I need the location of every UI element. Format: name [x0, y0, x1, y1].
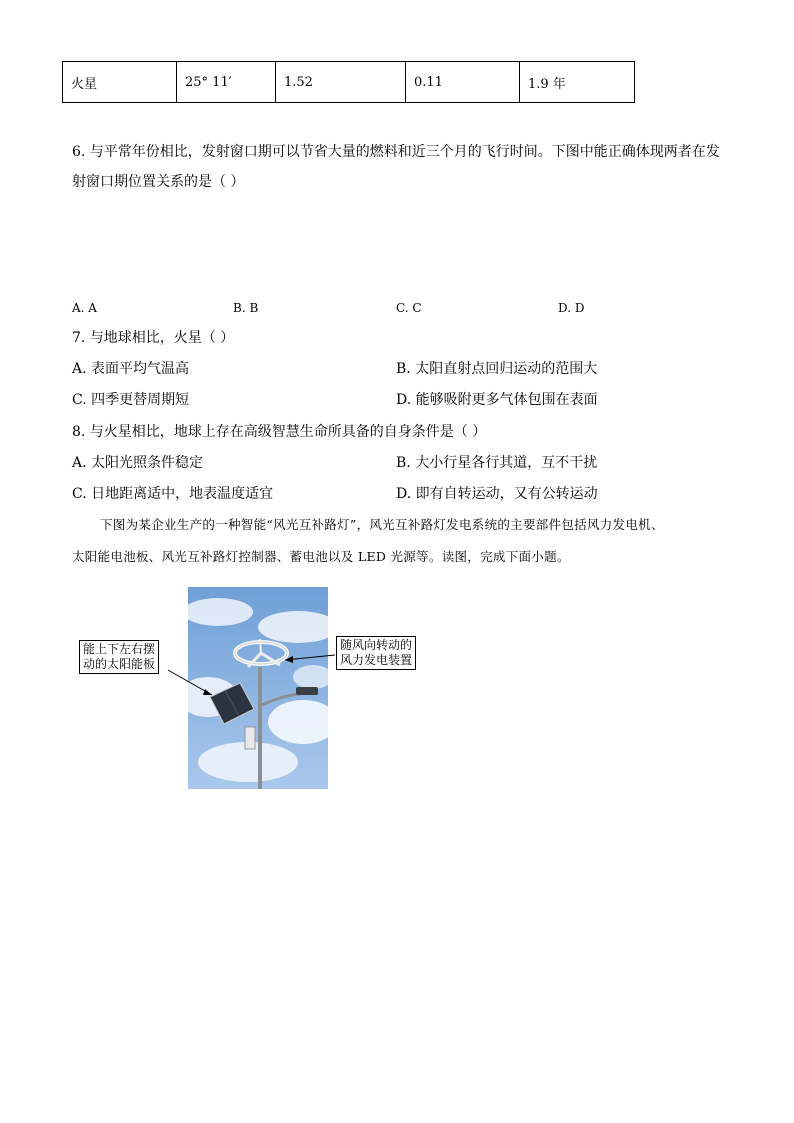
q8-stem: 8. 与火星相比，地球上存在高级智慧生命所具备的自身条件是（ ） [72, 424, 487, 440]
q8-option-c: C. 日地距离适中，地表温度适宜 [72, 486, 274, 502]
table-cell-tilt: 25° 11′ [177, 62, 276, 103]
passage-line1: 下图为某企业生产的一种智能“风光互补路灯”，风光互补路灯发电系统的主要部件包括风力发电机、 [100, 517, 664, 532]
callout-wind-line2: 风力发电装置 [340, 653, 413, 667]
q6-stem-line1: 6. 与平常年份相比，发射窗口期可以节省大量的燃料和近三个月的飞行时间。下图中能正确体现两者在发 [72, 144, 720, 160]
street-light-photo [188, 587, 328, 789]
callout-wind-turbine [336, 636, 416, 670]
q6-option-c: C. C [396, 301, 422, 315]
planet-data-table [62, 61, 635, 103]
callout-solar-panel [79, 640, 159, 674]
table-row [63, 62, 635, 103]
callout-solar-line2: 动的太阳能板 [83, 657, 156, 671]
q8-option-d: D. 即有自转运动，又有公转运动 [396, 486, 598, 502]
callout-wind-line1: 随风向转动的 [340, 638, 413, 652]
q8-option-a: A. 太阳光照条件稳定 [72, 455, 204, 471]
q6-stem-line2: 射窗口期位置关系的是（ ） [72, 174, 245, 190]
table-cell-mass: 0.11 [406, 62, 520, 103]
q7-option-b: B. 太阳直射点回归运动的范围大 [396, 361, 598, 377]
passage-line2: 太阳能电池板、风光互补路灯控制器、蓄电池以及 LED 光源等。读图，完成下面小题。 [72, 549, 570, 564]
q8-option-b: B. 大小行星各行其道，互不干扰 [396, 455, 598, 471]
q6-option-b: B. B [233, 301, 259, 315]
q7-stem: 7. 与地球相比，火星（ ） [72, 330, 235, 346]
q7-option-d: D. 能够吸附更多气体包围在表面 [396, 392, 598, 408]
callout-solar-line1: 能上下左右摆 [83, 642, 156, 656]
q6-option-a: A. A [72, 301, 97, 315]
table-cell-distance: 1.52 [276, 62, 406, 103]
table-cell-period: 1.9 年 [520, 62, 635, 103]
q7-option-c: C. 四季更替周期短 [72, 392, 190, 408]
table-cell-planet: 火星 [63, 62, 177, 103]
q7-option-a: A. 表面平均气温高 [72, 361, 190, 377]
q6-option-d: D. D [558, 301, 585, 315]
